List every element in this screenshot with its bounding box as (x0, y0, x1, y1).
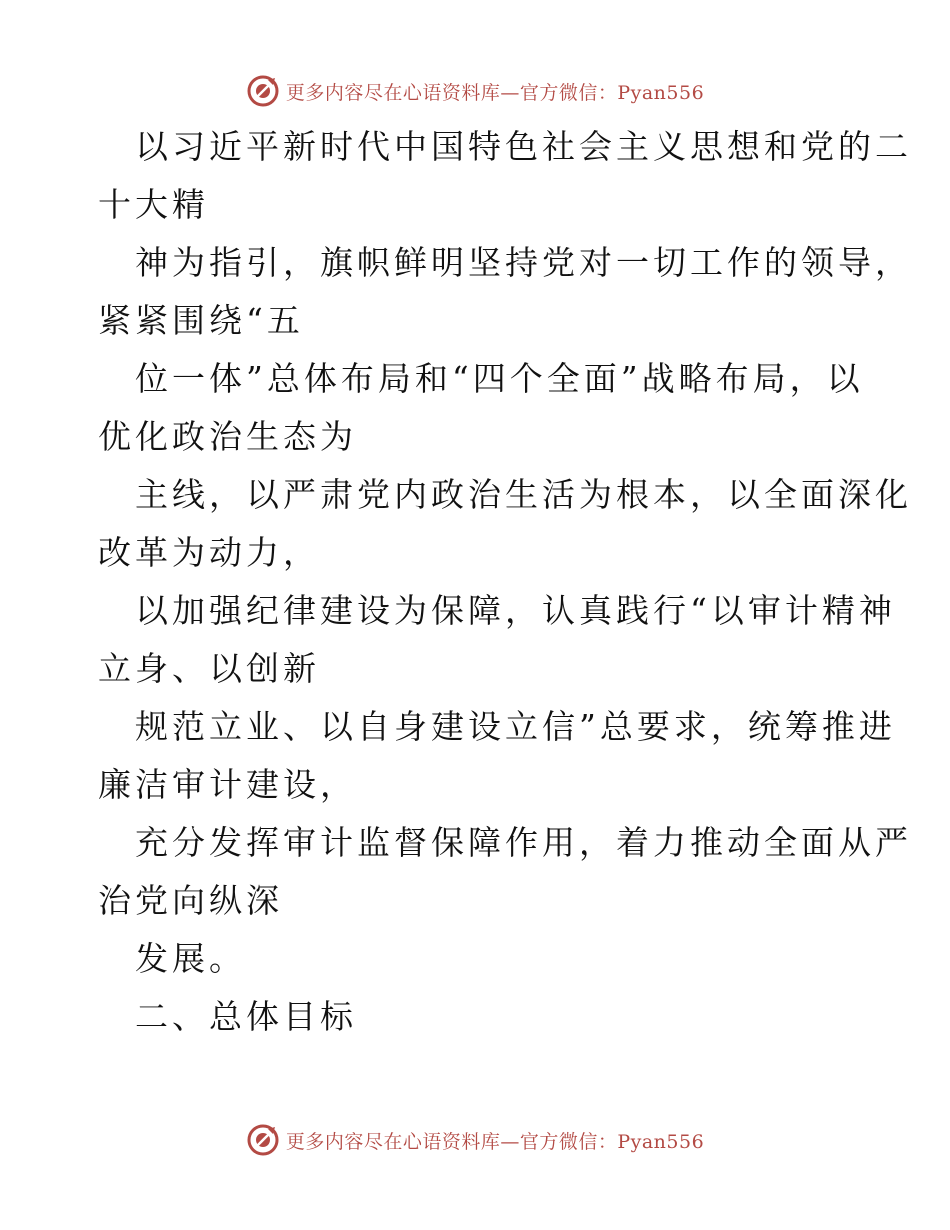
text-line: 廉洁审计建设， (98, 765, 357, 804)
text-line: 改革为动力， (98, 533, 320, 572)
section-heading: 二、总体目标 (135, 997, 357, 1036)
text-line: 十大精 (98, 185, 209, 224)
header-watermark (0, 71, 950, 111)
text-line: 以习近平新时代中国特色社会主义思想和党的二 (135, 127, 912, 166)
document-body (98, 118, 912, 1046)
text-line: 发展。 (135, 939, 246, 978)
seal-logo-icon (246, 1123, 280, 1157)
text-line: 紧紧围绕“五 (98, 301, 304, 340)
text-line: 神为指引，旗帜鲜明坚持党对一切工作的领导， (135, 243, 912, 282)
text-line: 优化政治生态为 (98, 417, 357, 456)
text-line: 位一体”总体布局和“四个全面”战略布局，以 (135, 359, 864, 398)
watermark-text: 更多内容尽在心语资料库—官方微信：Pyan556 (285, 1130, 705, 1153)
footer-watermark (0, 1120, 950, 1160)
text-line: 主线，以严肃党内政治生活为根本，以全面深化 (135, 475, 912, 514)
text-line: 规范立业、以自身建设立信”总要求，统筹推进 (135, 707, 896, 746)
text-line: 以加强纪律建设为保障，认真践行“以审计精神 (135, 591, 896, 630)
watermark-text: 更多内容尽在心语资料库—官方微信：Pyan556 (285, 81, 705, 104)
text-line: 治党向纵深 (98, 881, 283, 920)
text-line: 充分发挥审计监督保障作用，着力推动全面从严 (135, 823, 912, 862)
text-line: 立身、以创新 (98, 649, 320, 688)
seal-logo-icon (246, 74, 280, 108)
